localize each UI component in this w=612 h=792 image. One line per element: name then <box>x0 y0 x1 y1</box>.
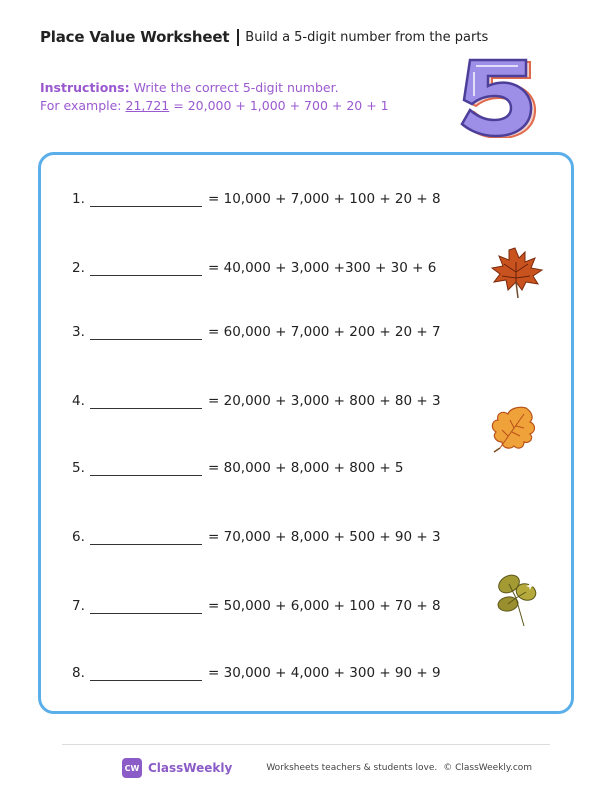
page-subtitle: Build a 5-digit number from the parts <box>245 29 489 45</box>
example-number: 21,721 <box>125 98 170 113</box>
problem-expression: = 50,000 + 6,000 + 100 + 70 + 8 <box>208 598 441 614</box>
brand-name: ClassWeekly <box>148 761 233 775</box>
problem-expression: = 10,000 + 7,000 + 100 + 20 + 8 <box>208 191 441 207</box>
oak-leaf-icon <box>488 404 540 454</box>
problem-expression: = 80,000 + 8,000 + 800 + 5 <box>208 460 404 476</box>
problem-row <box>72 322 441 342</box>
example-line <box>40 97 389 115</box>
problem-row <box>72 663 441 683</box>
maple-leaf-icon <box>488 242 546 300</box>
answer-blank[interactable] <box>90 325 202 340</box>
problem-row <box>72 458 404 478</box>
problem-expression: = 70,000 + 8,000 + 500 + 90 + 3 <box>208 529 441 545</box>
problem-row <box>72 527 441 547</box>
problem-expression: = 60,000 + 7,000 + 200 + 20 + 7 <box>208 324 441 340</box>
instructions-label: Instructions: <box>40 80 130 95</box>
title-separator <box>237 29 239 46</box>
problem-expression: = 20,000 + 3,000 + 800 + 80 + 3 <box>208 393 441 409</box>
problem-expression: = 40,000 + 3,000 +300 + 30 + 6 <box>208 260 437 276</box>
answer-blank[interactable] <box>90 261 202 276</box>
instructions-text: Write the correct 5-digit number. <box>133 80 339 95</box>
green-leaves-icon <box>494 570 540 630</box>
digit-five-icon <box>452 52 538 138</box>
problem-row <box>72 189 441 209</box>
answer-blank[interactable] <box>90 530 202 545</box>
problem-number: 8. <box>72 665 85 681</box>
problem-number: 1. <box>72 191 85 207</box>
page-title: Place Value Worksheet <box>40 28 230 46</box>
problem-number: 4. <box>72 393 85 409</box>
problem-number: 2. <box>72 260 85 276</box>
footer-tagline: Worksheets teachers & students love. <box>266 763 438 773</box>
problem-row <box>72 391 441 411</box>
footer-divider <box>62 744 550 745</box>
example-expression: = 20,000 + 1,000 + 700 + 20 + 1 <box>173 98 389 113</box>
answer-blank[interactable] <box>90 599 202 614</box>
answer-blank[interactable] <box>90 666 202 681</box>
problem-row <box>72 258 436 278</box>
classweekly-logo-icon: CW <box>122 758 142 778</box>
problem-number: 6. <box>72 529 85 545</box>
problem-number: 5. <box>72 460 85 476</box>
answer-blank[interactable] <box>90 461 202 476</box>
footer-copyright: © ClassWeekly.com <box>443 763 533 773</box>
problem-expression: = 30,000 + 4,000 + 300 + 90 + 9 <box>208 665 441 681</box>
example-prefix: For example: <box>40 98 122 113</box>
footer <box>122 756 532 780</box>
answer-blank[interactable] <box>90 394 202 409</box>
instructions <box>40 79 389 115</box>
header <box>40 26 488 48</box>
problem-number: 3. <box>72 324 85 340</box>
problem-number: 7. <box>72 598 85 614</box>
problem-row <box>72 596 441 616</box>
answer-blank[interactable] <box>90 192 202 207</box>
instructions-line <box>40 79 389 97</box>
